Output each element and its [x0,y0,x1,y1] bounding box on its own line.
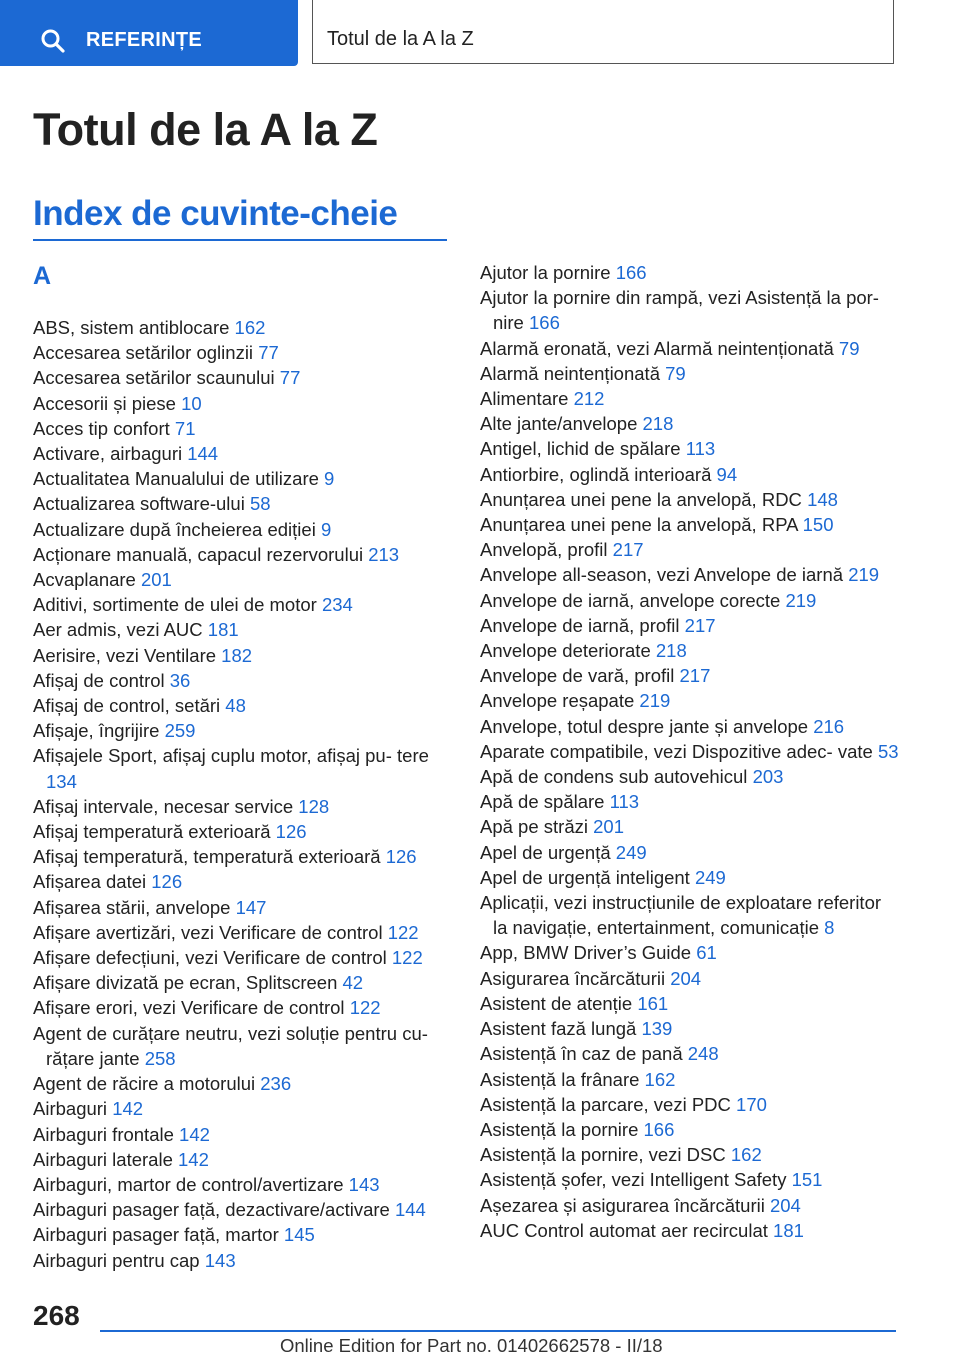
index-entry-text: AUC Control automat aer recirculat [480,1219,768,1241]
index-entry-text: Actualizare după încheierea ediției [33,518,316,540]
index-page-link[interactable]: 42 [342,972,364,994]
index-entry-text: Alimentare [480,388,569,410]
index-entry-text: Alte jante/anvelope [480,413,638,435]
index-entry [480,411,900,436]
index-entry [33,693,453,718]
index-entry [480,663,900,688]
section-letter: A [33,262,52,290]
index-page-link[interactable]: 204 [769,1194,801,1216]
index-entry [33,1248,453,1273]
index-entry [33,1122,453,1147]
index-entry-text: Afișaj intervale, necesar service [33,795,294,817]
index-entry-text: Aer admis, vezi AUC [33,619,203,641]
index-page-link[interactable]: 122 [349,997,381,1019]
index-entry-text: Activare, airbaguri [33,443,183,465]
index-page-link[interactable]: 134 [46,770,77,792]
index-entry [480,512,900,537]
index-page-link[interactable]: 58 [249,493,271,515]
index-entry-text: Anvelope all-season, vezi Anvelope de iarnă [480,564,844,586]
index-entry-text: Aditivi, sortimente de ulei de motor [33,594,317,616]
index-page-link[interactable]: 219 [848,564,880,586]
index-entry-text: Așezarea și asigurarea încărcăturii [480,1194,765,1216]
index-entry [33,592,453,617]
chapter-tab[interactable] [312,0,894,64]
index-entry [480,1193,900,1218]
index-entry [480,714,900,739]
index-entry [480,1092,900,1117]
index-page-link[interactable]: 182 [221,644,253,666]
page-subtitle: Index de cuvinte-cheie [33,194,398,233]
index-page-link[interactable]: 234 [321,594,353,616]
index-page-link[interactable]: 9 [320,518,332,540]
index-entry-text: Anunțarea unei pene la anvelopă, RDC [480,488,802,510]
index-entry [480,260,900,285]
index-entry [480,588,900,613]
index-page-link[interactable]: 258 [144,1047,176,1069]
index-entry-text: Ajutor la pornire din rampă, vezi Asistență la por‐ nire [480,287,879,334]
index-entry [480,613,900,638]
index-entry [480,940,900,965]
index-entry [33,491,453,516]
index-entry-text: Agent de curățare neutru, vezi soluție pentru cu‐ rățare jante [33,1022,428,1069]
index-page-link[interactable]: 217 [684,614,716,636]
index-entry [33,794,453,819]
index-entry [480,285,900,335]
index-page-link[interactable]: 248 [687,1043,719,1065]
index-entry [480,1067,900,1092]
page-title: Totul de la A la Z [33,104,378,155]
index-entry-text: Asistent de atenție [480,992,633,1014]
index-page-link[interactable]: 150 [802,514,834,536]
subtitle-underline [33,239,447,241]
index-page-link[interactable]: 71 [174,417,196,439]
index-entry-text: Aparate compatibile, vezi Dispozitive adec‐ vate [480,740,873,762]
index-entry [480,1117,900,1142]
index-entry-text: Afișaj temperatură exterioară [33,821,271,843]
index-entry-text: Afișaje, îngrijire [33,720,160,742]
index-page-link[interactable]: 201 [593,816,624,838]
index-entry [33,920,453,945]
index-entry [33,869,453,894]
index-entry-text: Aerisire, vezi Ventilare [33,644,217,666]
index-entry [33,567,453,592]
index-entry [33,970,453,995]
index-entry-text: Afișare erori, vezi Verificare de control [33,997,345,1019]
index-entry [480,966,900,991]
index-entry [480,1041,900,1066]
index-entry-text: Antiorbire, oglindă interioară [480,463,712,485]
index-page-link[interactable]: 10 [181,392,202,414]
index-entry-text: Acces tip confort [33,417,170,439]
index-entry [33,895,453,920]
index-page-link[interactable]: 8 [824,917,835,939]
index-page-link[interactable]: 162 [644,1068,676,1090]
index-entry-text: Afișaj temperatură, temperatură exterioară [33,846,381,868]
index-page-link[interactable]: 218 [655,640,687,662]
index-entry-text: Acvaplanare [33,569,136,591]
index-entry [480,562,900,587]
index-entry-text: Anvelope de vară, profil [480,665,675,687]
index-entry [33,466,453,491]
index-entry [480,1167,900,1192]
search-icon [40,28,66,54]
index-page-link[interactable]: 166 [529,312,560,334]
index-entry [480,1218,900,1243]
index-page-link[interactable]: 170 [736,1093,767,1115]
index-entry [33,945,453,970]
index-entry-text: Anvelope deteriorate [480,640,651,662]
index-entry-text: Airbaguri [33,1098,108,1120]
index-page-link[interactable]: 36 [169,669,191,691]
index-entry-text: Aplicații, vezi instrucțiunile de exploatare referitor la navigație, entertainment, comunicație [480,892,882,939]
index-page-link[interactable]: 203 [752,766,784,788]
index-entry [33,995,453,1020]
index-entry-text: Asistență în caz de pană [480,1043,683,1065]
index-page-link[interactable]: 122 [387,921,419,943]
index-page-link[interactable]: 143 [348,1173,380,1195]
index-page-link[interactable]: 126 [275,821,307,843]
index-entry-text: Airbaguri pasager față, dezactivare/activare [33,1199,390,1221]
index-page-link[interactable]: 126 [385,846,417,868]
index-entry-text: Airbaguri pentru cap [33,1249,200,1271]
index-page-link[interactable]: 166 [615,262,647,283]
index-entry [33,819,453,844]
index-entry-text: Apă pe străzi [480,816,588,838]
index-entry [480,462,900,487]
index-entry [480,336,900,361]
index-entry-text: Ajutor la pornire [480,262,611,283]
index-page-link[interactable]: 219 [639,690,671,712]
index-page-link[interactable]: 162 [730,1144,762,1166]
index-entry-text: Anvelope de iarnă, profil [480,614,680,636]
index-entry-text: Apă de condens sub autovehicul [480,766,748,788]
index-entry [33,668,453,693]
index-entry-text: Actualitatea Manualului de utilizare [33,468,319,490]
references-label: REFERINȚE [86,29,203,51]
index-page-link[interactable]: 212 [573,388,605,410]
index-page-link[interactable]: 77 [258,342,279,364]
index-entry-text: Airbaguri pasager față, martor [33,1224,279,1246]
index-page-link[interactable]: 142 [178,1148,209,1170]
index-entry-text: Asistență șofer, vezi Intelligent Safety [480,1169,787,1191]
index-column-right [480,260,900,1243]
index-entry-text: Afișaj de control, setări [33,695,221,717]
index-page-link[interactable]: 128 [298,795,330,817]
index-entry-text: Acționare manuală, capacul rezervorului [33,543,364,565]
index-page-link[interactable]: 79 [665,362,686,384]
index-page-link[interactable]: 113 [685,438,716,460]
index-entry [480,537,900,562]
index-entry-text: Asistență la pornire [480,1118,639,1140]
index-entry-text: Actualizarea software-ului [33,493,245,515]
footer-text: Online Edition for Part no. 01402662578 - II/18 [280,1335,663,1356]
index-entry-text: Afișare defecțiuni, vezi Verificare de control [33,947,387,969]
index-page-link[interactable]: 259 [164,720,196,742]
index-page-link[interactable]: 151 [791,1169,823,1191]
index-entry [480,1142,900,1167]
index-entry-text: Asistență la frânare [480,1068,640,1090]
index-entry [33,1172,453,1197]
index-page-link[interactable]: 48 [225,695,246,717]
index-page-link[interactable]: 162 [234,317,266,338]
index-entry [33,1071,453,1096]
index-page-link[interactable]: 142 [112,1098,144,1120]
index-entry-text: Airbaguri laterale [33,1148,173,1170]
index-entry [33,1096,453,1121]
index-entry-text: Afișajele Sport, afișaj cuplu motor, afișaj pu‐ tere [33,745,429,767]
index-page-link[interactable]: 53 [877,740,899,762]
index-entry [33,517,453,542]
index-page-link[interactable]: 213 [368,543,400,565]
index-entry-text: Alarmă neintenționată [480,362,660,384]
index-entry-text: Asigurarea încărcăturii [480,967,666,989]
index-entry-text: Anvelope reșapate [480,690,635,712]
index-entry [33,718,453,743]
index-entry [480,739,900,764]
index-page-link[interactable]: 147 [235,896,267,918]
index-page-link[interactable]: 161 [637,992,669,1014]
index-page-link[interactable]: 249 [615,841,647,863]
index-entry [480,361,900,386]
index-entry [480,487,900,512]
index-page-link[interactable]: 217 [612,539,644,561]
index-entry [33,1197,453,1222]
index-page-link[interactable]: 201 [140,569,172,591]
index-entry [33,1147,453,1172]
index-entry [33,340,453,365]
index-page-link[interactable]: 181 [773,1219,804,1241]
index-entry-text: Asistență la parcare, vezi PDC [480,1093,731,1115]
index-entry-text: ABS, sistem antiblocare [33,317,230,338]
index-entry [33,1021,453,1071]
index-page-link[interactable]: 77 [279,367,301,389]
page-number: 268 [33,1300,80,1331]
index-entry-text: Anvelope de iarnă, anvelope corecte [480,589,781,611]
index-page-link[interactable]: 122 [391,947,423,969]
references-button[interactable] [0,0,298,66]
index-entry [33,617,453,642]
index-entry-text: Afișarea datei [33,871,147,893]
index-page-link[interactable]: 139 [641,1018,673,1040]
index-entry [480,789,900,814]
index-page-link[interactable]: 79 [838,337,860,359]
index-entry-text: Asistență la pornire, vezi DSC [480,1144,726,1166]
index-entry-text: Antigel, lichid de spălare [480,438,681,460]
index-page-link[interactable]: 9 [324,468,335,490]
index-entry-text: App, BMW Driver’s Guide [480,942,692,964]
index-entry-text: Accesarea setărilor scaunului [33,367,275,389]
index-entry [33,416,453,441]
index-entry [33,315,453,340]
index-entry-text: Airbaguri, martor de control/avertizare [33,1173,344,1195]
index-page-link[interactable]: 204 [670,967,702,989]
index-entry-text: Apel de urgență [480,841,611,863]
index-entry [33,365,453,390]
index-page-link[interactable]: 144 [394,1199,426,1221]
index-entry [480,764,900,789]
index-page-link[interactable]: 181 [207,619,239,641]
index-entry [480,1016,900,1041]
index-entry-text: Afișaj de control [33,669,165,691]
footer-divider [100,1330,896,1332]
index-entry-text: Anvelope, totul despre jante și anvelope [480,715,809,737]
index-entry-text: Alarmă eronată, vezi Alarmă neintenționată [480,337,834,359]
index-page-link[interactable]: 143 [204,1249,236,1271]
index-page-link[interactable]: 216 [813,715,845,737]
index-entry-text: Anunțarea unei pene la anvelopă, RPA [480,514,798,536]
index-entry [33,743,453,793]
index-page-link[interactable]: 144 [187,443,219,465]
index-entry [480,840,900,865]
index-entry [33,542,453,567]
index-column-left [33,315,453,1273]
index-page-link[interactable]: 148 [807,488,838,510]
chapter-tab-title: Totul de la A la Z [327,28,474,50]
index-entry [33,844,453,869]
index-entry [480,814,900,839]
index-page-link[interactable]: 126 [151,871,183,893]
index-entry [480,638,900,663]
index-entry-text: Apă de spălare [480,791,605,813]
index-entry [480,436,900,461]
index-page-link[interactable]: 61 [696,942,717,964]
top-navigation-bar [0,0,960,66]
index-entry [480,890,900,940]
index-entry [480,386,900,411]
index-page-link[interactable]: 236 [260,1073,292,1095]
index-entry [33,643,453,668]
index-entry-text: Anvelopă, profil [480,539,608,561]
index-page-link[interactable]: 218 [642,413,674,435]
index-entry [33,1222,453,1247]
index-entry-text: Accesorii și piese [33,392,176,414]
index-page-link[interactable]: 219 [785,589,817,611]
index-entry-text: Accesarea setărilor oglinzii [33,342,254,364]
index-entry [480,991,900,1016]
index-entry-text: Afișarea stării, anvelope [33,896,231,918]
index-entry [480,688,900,713]
index-entry-text: Agent de răcire a motorului [33,1073,256,1095]
index-entry-text: Afișare divizată pe ecran, Splitscreen [33,972,338,994]
index-page-link[interactable]: 142 [179,1123,210,1145]
index-page-link[interactable]: 94 [716,463,738,485]
index-entry [480,865,900,890]
index-page-link[interactable]: 249 [694,866,726,888]
index-entry-text: Apel de urgență inteligent [480,866,690,888]
index-page-link[interactable]: 145 [283,1224,315,1246]
index-entry [33,441,453,466]
index-page-link[interactable]: 166 [643,1118,675,1140]
index-entry-text: Afișare avertizări, vezi Verificare de control [33,921,383,943]
index-entry-text: Asistent fază lungă [480,1018,637,1040]
index-page-link[interactable]: 113 [609,791,640,813]
index-entry-text: Airbaguri frontale [33,1123,174,1145]
index-entry [33,391,453,416]
index-page-link[interactable]: 217 [679,665,711,687]
